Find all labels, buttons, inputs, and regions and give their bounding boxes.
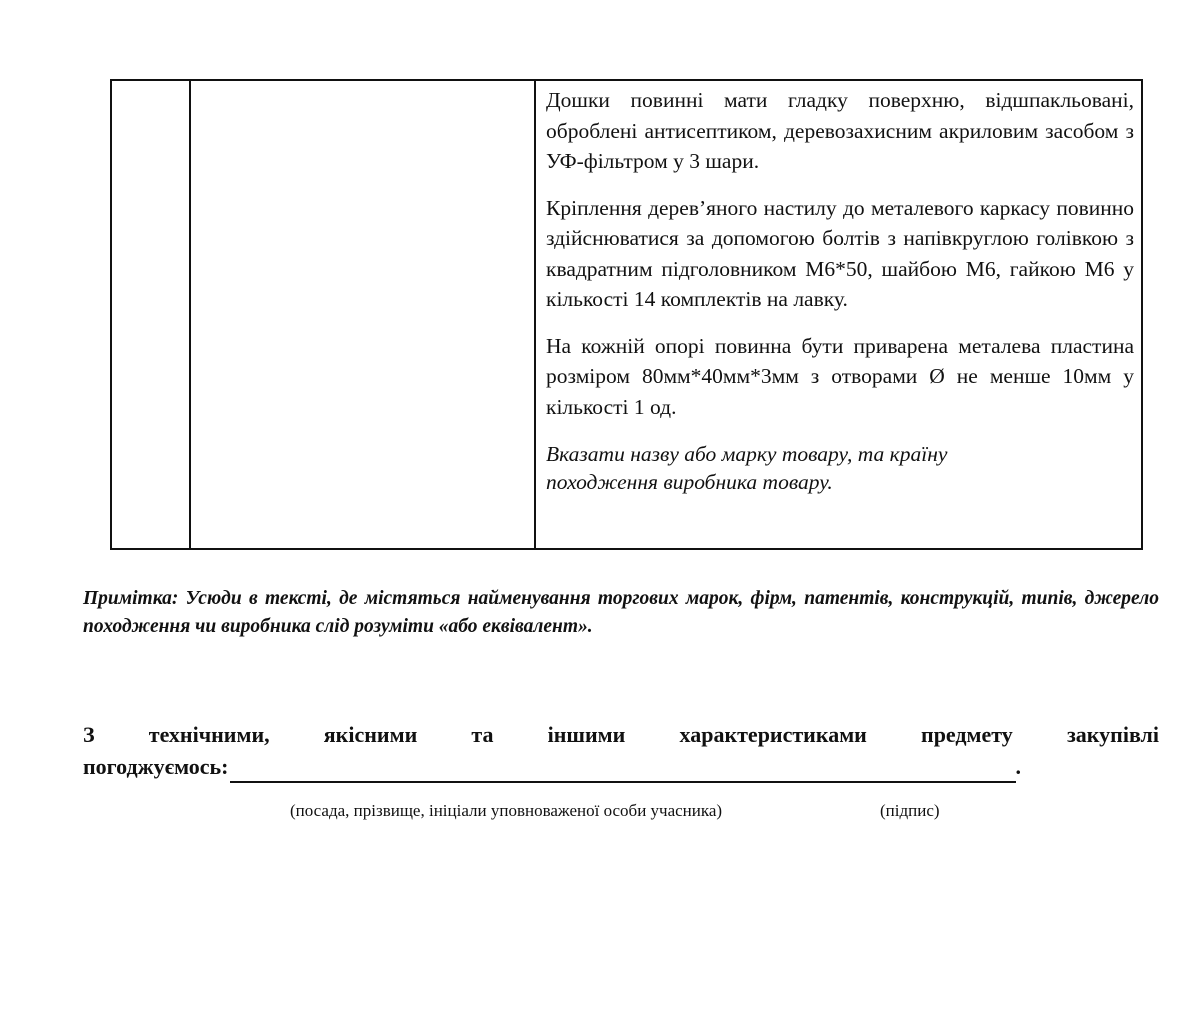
spec-italic-note: Вказати назву або марку товару, та країну походження виробника товару. — [546, 442, 948, 494]
agreement-word: технічними, — [148, 722, 270, 747]
spec-paragraph-plate: На кожній опорі повинна бути приварена металева пластина розміром 80мм*40мм*3мм з отворами Ø не менше 10мм у кількості 1 од. — [546, 333, 1134, 419]
spec-paragraph-finish: Дошки повинні мати гладку поверхню, відшпакльовані, оброблені антисептиком, деревозахисним акриловим засобом з УФ-фільтром у 3 шари. — [546, 88, 1134, 173]
agreement-period: . — [1015, 754, 1021, 779]
spec-paragraph-fastening: Кріплення дерев’яного настилу до металевого каркасу повинно здійснюватися за допомогою болтів з напівкруглою голівкою з квадратним підголовником М6*50, шайбою М6, гайкою М6 у кількості 14 комплектів на лавку. — [546, 195, 1134, 311]
caption-signature: (підпис) — [880, 801, 940, 820]
table-column-divider — [189, 81, 191, 548]
caption-position-name: (посада, прізвище, ініціали уповноваженої особи учасника) — [290, 801, 723, 820]
agreement-word: закупівлі — [1066, 722, 1159, 747]
agreement-word: З — [83, 722, 95, 747]
agreement-word: іншими — [547, 722, 626, 747]
agreement-statement — [83, 719, 1159, 783]
agreement-label: погоджуємось: — [83, 754, 229, 779]
agreement-word: та — [471, 722, 494, 747]
specification-table — [110, 79, 1143, 550]
agreement-line-2 — [83, 751, 1159, 783]
table-column-divider — [534, 81, 536, 548]
equivalent-note: Примітка: Усюди в тексті, де містяться найменування торгових марок, фірм, патентів, конструкцій, типів, джерело походження чи виробника слід розуміти «або еквівалент». — [83, 588, 1159, 637]
agreement-line-1 — [83, 719, 1159, 751]
agreement-word: предмету — [921, 722, 1013, 747]
agreement-word: характеристиками — [679, 722, 867, 747]
agreement-word: якісними — [323, 722, 418, 747]
specification-cell — [546, 85, 1134, 512]
signature-blank-line — [230, 755, 1016, 783]
